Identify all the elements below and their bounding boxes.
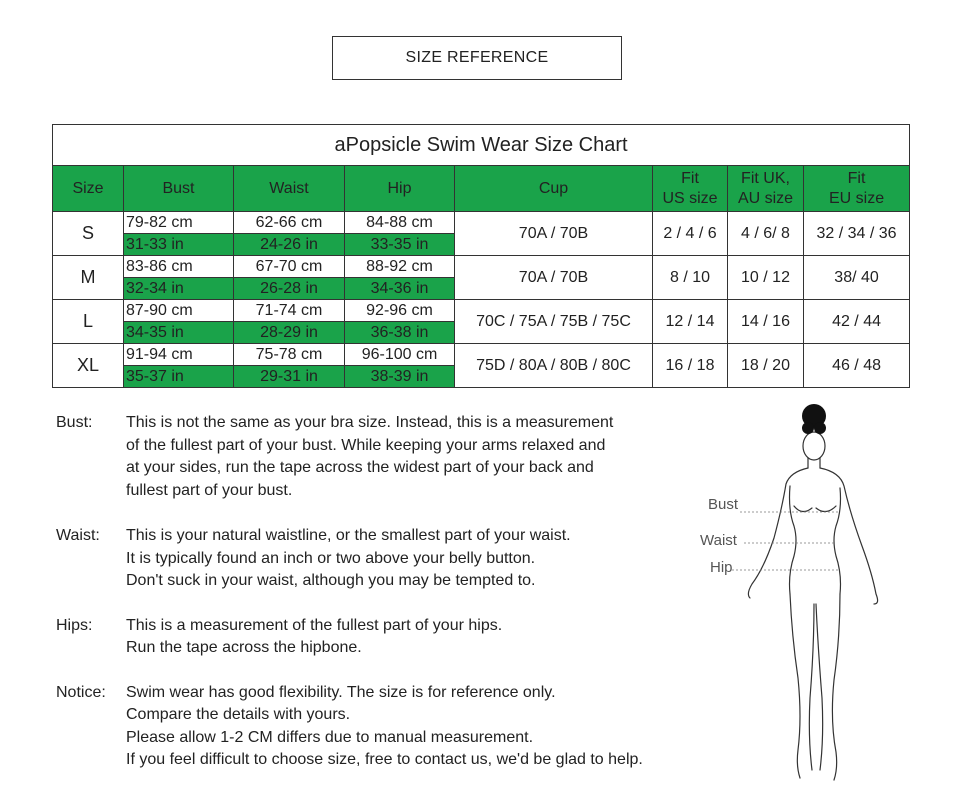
waist-in-cell: 26-28 in [234,278,345,300]
header-bust: Bust [124,166,234,212]
fit-us-cell: 16 / 18 [653,344,728,388]
waist-cm-cell: 75-78 cm [234,344,345,366]
header-fit-uk-au-line1: Fit UK, [741,169,790,187]
fit-uk-au-cell: 14 / 16 [728,300,804,344]
note-line: at your sides, run the tape across the widest part of your back and [126,459,594,476]
fit-eu-cell: 46 / 48 [804,344,910,388]
note-line: Compare the details with yours. [126,706,351,723]
note-line: This is your natural waistline, or the smallest part of your waist. [126,527,571,544]
note-line: It is typically found an inch or two above your belly button. [126,549,536,567]
waist-in-cell: 28-29 in [234,322,345,344]
header-fit-eu [804,166,910,212]
header-cup: Cup [455,166,653,212]
note-hips [56,615,643,660]
note-waist [56,525,643,593]
note-line: Swim wear has good flexibility. The size is for reference only. [126,683,556,701]
bust-cm-cell: 79-82 cm [124,212,234,234]
note-line: fullest part of your bust. [126,481,293,499]
note-label: Notice: [56,683,106,701]
table-row [53,256,910,278]
fit-eu-cell: 42 / 44 [804,300,910,344]
size-chart-table [52,124,910,388]
table-row [53,300,910,322]
fit-uk-au-cell: 18 / 20 [728,344,804,388]
header-fit-eu-line2: EU size [828,189,885,207]
header-fit-us-line1: Fit [681,169,699,187]
fit-us-cell: 8 / 10 [653,256,728,300]
hip-in-cell: 33-35 in [345,234,455,256]
note-text [126,412,613,502]
cup-cell: 70C / 75A / 75B / 75C [455,300,653,344]
hip-in-cell: 34-36 in [345,278,455,300]
size-cell: L [53,300,124,344]
table-title: aPopsicle Swim Wear Size Chart [53,125,910,166]
note-label: Hips: [56,616,93,634]
note-notice [56,682,643,772]
waist-cm-cell: 62-66 cm [234,212,345,234]
size-cell: M [53,256,124,300]
size-cell: S [53,212,124,256]
hip-cm-cell: 84-88 cm [345,212,455,234]
fit-eu-cell: 32 / 34 / 36 [804,212,910,256]
note-line: This is not the same as your bra size. Instead, this is a measurement [126,414,614,431]
header-size: Size [53,166,124,212]
body-outline-illustration [690,398,890,790]
fit-uk-au-cell: 4 / 6/ 8 [728,212,804,256]
header-waist: Waist [234,166,345,212]
note-line: Please allow 1-2 CM differs due to manual measurement. [126,728,534,746]
fit-us-cell: 12 / 14 [653,300,728,344]
size-reference-label: SIZE REFERENCE [405,49,549,66]
cup-cell: 70A / 70B [455,212,653,256]
waist-in-cell: 29-31 in [234,366,345,388]
waist-cm-cell: 67-70 cm [234,256,345,278]
bust-cm-cell: 91-94 cm [124,344,234,366]
table-header-row [53,166,910,212]
header-fit-us-line2: US size [662,189,718,207]
note-line: If you feel difficult to choose size, free to contact us, we'd be glad to help. [126,751,643,768]
bust-in-cell: 32-34 in [124,278,234,300]
header-fit-uk-au-line2: AU size [737,189,794,207]
note-text [126,525,571,593]
hip-cm-cell: 88-92 cm [345,256,455,278]
note-line: Don't suck in your waist, although you may be tempted to. [126,572,536,589]
size-reference-box [332,36,622,80]
figure-hip-label: Hip [710,559,733,576]
header-fit-uk-au [728,166,804,212]
figure-waist-label: Waist [700,532,737,549]
bust-cm-cell: 87-90 cm [124,300,234,322]
size-cell: XL [53,344,124,388]
fit-us-cell: 2 / 4 / 6 [653,212,728,256]
hip-in-cell: 38-39 in [345,366,455,388]
waist-cm-cell: 71-74 cm [234,300,345,322]
bust-cm-cell: 83-86 cm [124,256,234,278]
note-label: Bust: [56,414,93,431]
table-row [53,212,910,234]
header-hip: Hip [345,166,455,212]
fit-uk-au-cell: 10 / 12 [728,256,804,300]
body-measurement-figure [690,398,890,790]
note-bust [56,412,643,502]
header-fit-us [653,166,728,212]
bust-in-cell: 31-33 in [124,234,234,256]
note-line: This is a measurement of the fullest part of your hips. [126,616,503,634]
note-label: Waist: [56,527,100,544]
note-line: Run the tape across the hipbone. [126,639,362,656]
measurement-notes [56,412,643,772]
hip-cm-cell: 92-96 cm [345,300,455,322]
bust-in-cell: 35-37 in [124,366,234,388]
hip-in-cell: 36-38 in [345,322,455,344]
note-text [126,615,502,660]
header-fit-eu-line1: Fit [847,169,866,187]
figure-bust-label: Bust [708,496,739,513]
table-row [53,344,910,366]
note-line: of the fullest part of your bust. While keeping your arms relaxed and [126,436,606,454]
bust-in-cell: 34-35 in [124,322,234,344]
note-text [126,682,643,772]
waist-in-cell: 24-26 in [234,234,345,256]
cup-cell: 70A / 70B [455,256,653,300]
fit-eu-cell: 38/ 40 [804,256,910,300]
cup-cell: 75D / 80A / 80B / 80C [455,344,653,388]
hip-cm-cell: 96-100 cm [345,344,455,366]
